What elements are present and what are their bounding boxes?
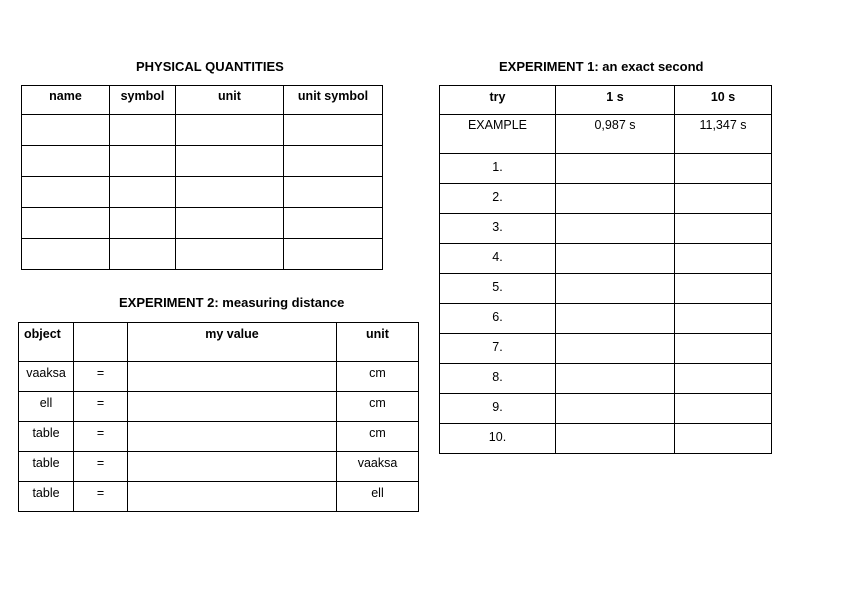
my-value-cell[interactable] <box>128 452 337 482</box>
table-row <box>440 394 772 424</box>
unit-cell: cm <box>337 362 419 392</box>
blank-cell[interactable] <box>22 177 110 208</box>
blank-cell[interactable] <box>22 115 110 146</box>
time-10s-cell[interactable] <box>675 364 772 394</box>
column-header-unit: unit <box>176 86 284 115</box>
blank-cell[interactable] <box>176 208 284 239</box>
time-10s-cell[interactable] <box>675 394 772 424</box>
time-1s-cell[interactable] <box>556 274 675 304</box>
blank-cell[interactable] <box>284 115 383 146</box>
table-row <box>440 184 772 214</box>
my-value-cell[interactable] <box>128 422 337 452</box>
time-1s-cell[interactable] <box>556 184 675 214</box>
try-number: 9. <box>440 394 556 424</box>
try-number: 5. <box>440 274 556 304</box>
table-row <box>440 274 772 304</box>
table-row <box>19 362 419 392</box>
my-value-cell[interactable] <box>128 362 337 392</box>
blank-cell[interactable] <box>176 115 284 146</box>
column-header-unit-symbol: unit symbol <box>284 86 383 115</box>
blank-cell[interactable] <box>22 239 110 270</box>
object-cell: table <box>19 482 74 512</box>
time-1s-cell[interactable] <box>556 214 675 244</box>
time-10s-cell[interactable] <box>675 304 772 334</box>
equals-cell: = <box>74 482 128 512</box>
equals-cell: = <box>74 392 128 422</box>
time-10s-cell[interactable] <box>675 214 772 244</box>
object-cell: table <box>19 422 74 452</box>
blank-cell[interactable] <box>284 177 383 208</box>
blank-cell[interactable] <box>110 208 176 239</box>
my-value-cell[interactable] <box>128 392 337 422</box>
blank-cell[interactable] <box>284 239 383 270</box>
example-label: EXAMPLE <box>440 115 556 154</box>
table-row <box>22 239 383 270</box>
try-number: 6. <box>440 304 556 334</box>
experiment2-table <box>18 322 419 512</box>
table-row <box>440 424 772 454</box>
column-header-try: try <box>440 86 556 115</box>
table-row <box>440 154 772 184</box>
try-number: 3. <box>440 214 556 244</box>
unit-cell: vaaksa <box>337 452 419 482</box>
time-1s-cell[interactable] <box>556 424 675 454</box>
blank-cell[interactable] <box>110 115 176 146</box>
table-row <box>440 334 772 364</box>
time-1s-cell[interactable] <box>556 394 675 424</box>
column-header-unit: unit <box>337 323 419 362</box>
equals-cell: = <box>74 362 128 392</box>
physical-quantities-title: PHYSICAL QUANTITIES <box>136 59 284 74</box>
object-cell: ell <box>19 392 74 422</box>
time-10s-cell[interactable] <box>675 154 772 184</box>
column-header-object: object <box>19 323 74 362</box>
column-header-1s: 1 s <box>556 86 675 115</box>
physical-quantities-table <box>21 85 383 270</box>
try-number: 10. <box>440 424 556 454</box>
try-number: 8. <box>440 364 556 394</box>
table-header-row <box>22 86 383 115</box>
experiment1-title: EXPERIMENT 1: an exact second <box>499 59 704 74</box>
try-number: 7. <box>440 334 556 364</box>
table-header-row <box>19 323 419 362</box>
table-row <box>440 364 772 394</box>
experiment1-table <box>439 85 772 454</box>
blank-cell[interactable] <box>22 146 110 177</box>
column-header-my-value: my value <box>128 323 337 362</box>
blank-cell[interactable] <box>110 239 176 270</box>
table-row <box>19 422 419 452</box>
table-row <box>440 214 772 244</box>
column-header-name: name <box>22 86 110 115</box>
time-10s-cell[interactable] <box>675 184 772 214</box>
table-header-row <box>440 86 772 115</box>
time-10s-cell[interactable] <box>675 424 772 454</box>
time-10s-cell[interactable] <box>675 334 772 364</box>
table-row <box>22 177 383 208</box>
table-row <box>22 208 383 239</box>
blank-cell[interactable] <box>176 239 284 270</box>
equals-cell: = <box>74 452 128 482</box>
table-row <box>22 146 383 177</box>
example-1s-value: 0,987 s <box>556 115 675 154</box>
time-1s-cell[interactable] <box>556 364 675 394</box>
try-number: 1. <box>440 154 556 184</box>
blank-cell[interactable] <box>176 177 284 208</box>
unit-cell: cm <box>337 392 419 422</box>
table-row <box>19 482 419 512</box>
example-row <box>440 115 772 154</box>
my-value-cell[interactable] <box>128 482 337 512</box>
unit-cell: cm <box>337 422 419 452</box>
try-number: 2. <box>440 184 556 214</box>
table-row <box>22 115 383 146</box>
blank-cell[interactable] <box>284 146 383 177</box>
example-10s-value: 11,347 s <box>675 115 772 154</box>
table-row <box>19 392 419 422</box>
column-header-10s: 10 s <box>675 86 772 115</box>
object-cell: table <box>19 452 74 482</box>
try-number: 4. <box>440 244 556 274</box>
time-1s-cell[interactable] <box>556 154 675 184</box>
unit-cell: ell <box>337 482 419 512</box>
table-row <box>19 452 419 482</box>
time-10s-cell[interactable] <box>675 244 772 274</box>
blank-cell[interactable] <box>110 146 176 177</box>
column-header-symbol: symbol <box>110 86 176 115</box>
blank-cell[interactable] <box>176 146 284 177</box>
table-row <box>440 304 772 334</box>
object-cell: vaaksa <box>19 362 74 392</box>
column-header-blank <box>74 323 128 362</box>
blank-cell[interactable] <box>110 177 176 208</box>
blank-cell[interactable] <box>22 208 110 239</box>
experiment2-title: EXPERIMENT 2: measuring distance <box>119 295 345 310</box>
time-1s-cell[interactable] <box>556 334 675 364</box>
time-1s-cell[interactable] <box>556 304 675 334</box>
equals-cell: = <box>74 422 128 452</box>
time-1s-cell[interactable] <box>556 244 675 274</box>
blank-cell[interactable] <box>284 208 383 239</box>
table-row <box>440 244 772 274</box>
time-10s-cell[interactable] <box>675 274 772 304</box>
